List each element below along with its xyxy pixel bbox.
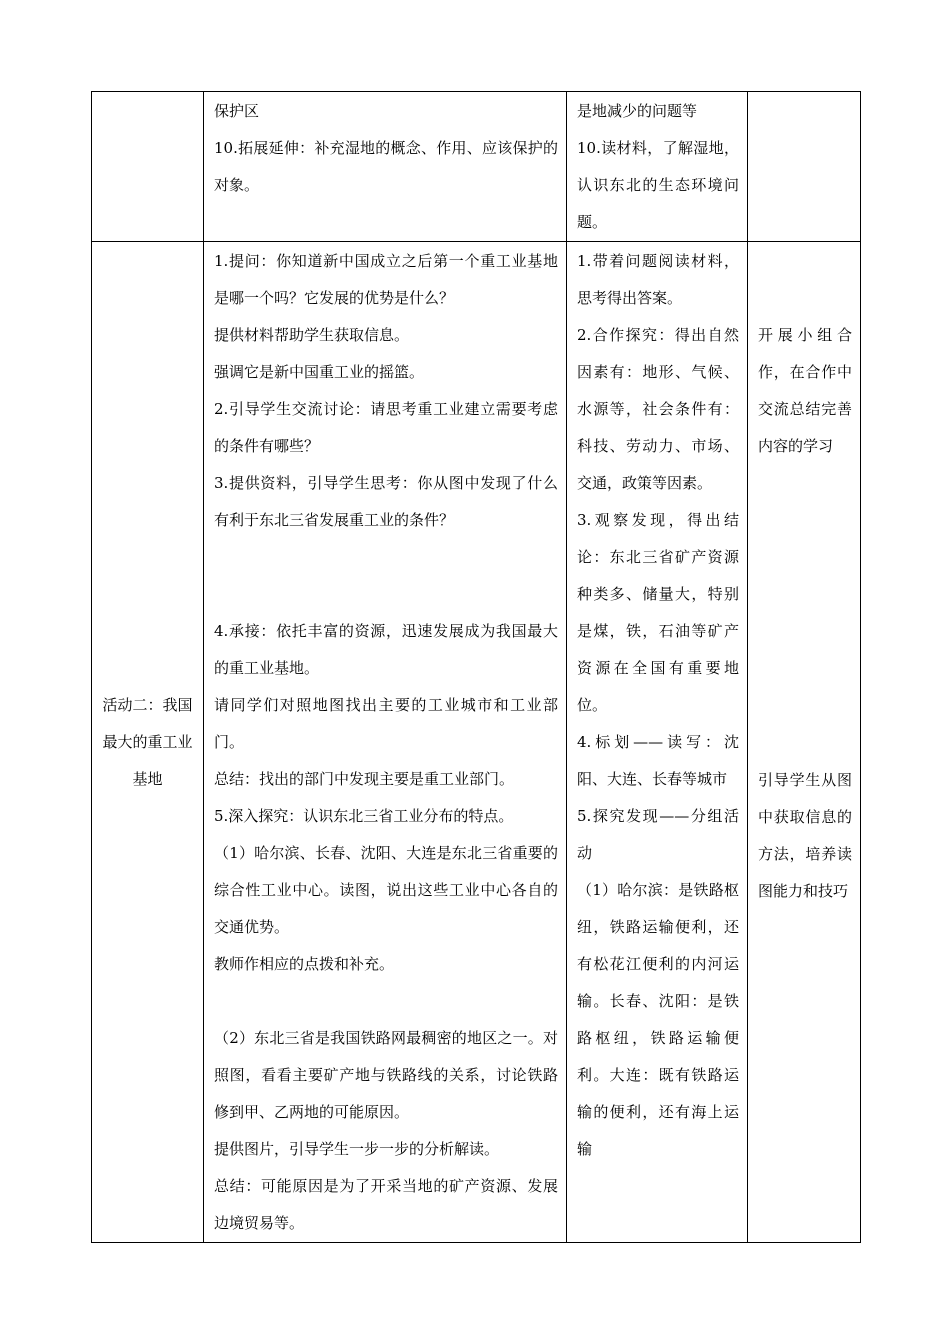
activity-cell <box>92 92 204 242</box>
student-text: （1）哈尔滨：是铁路枢纽，铁路运输便利，还有松花江便利的内河运输。长春、沈阳：是铁路枢纽，铁路运输便利。大连：既有铁路运输的便利，还有海上运输 <box>577 881 739 1158</box>
teacher-text: 保护区 <box>214 102 260 120</box>
teacher-text: 10.拓展延伸：补充湿地的概念、作用、应该保护的对象。 <box>214 139 558 194</box>
teacher-text: 4.承接：依托丰富的资源，迅速发展成为我国最大的重工业基地。 <box>214 622 558 677</box>
student-activity-cell <box>567 92 748 242</box>
teacher-activity-cell <box>204 92 567 242</box>
teacher-text: 提供图片，引导学生一步一步的分析解读。 <box>214 1140 500 1158</box>
lesson-plan-table <box>91 91 861 1243</box>
teacher-text: （1）哈尔滨、长春、沈阳、大连是东北三省重要的综合性工业中心。读图，说出这些工业中心各自的交通优势。 <box>214 844 558 936</box>
student-text: 4.标划——读写：沈阳、大连、长春等城市 <box>577 733 739 788</box>
teacher-text: 请同学们对照地图找出主要的工业城市和工业部门。 <box>214 696 558 751</box>
student-text: 5.探究发现——分组活动 <box>577 807 739 862</box>
teacher-text: 5.深入探究：认识东北三省工业分布的特点。 <box>214 807 514 825</box>
table-row <box>92 92 861 242</box>
student-text: 3.观察发现，得出结论：东北三省矿产资源种类多、储量大，特别是煤，铁，石油等矿产资源在全国有重要地位。 <box>577 511 739 714</box>
teacher-text: 总结：找出的部门中发现主要是重工业部门。 <box>214 770 515 788</box>
teacher-text: 教师作相应的点拨和补充。 <box>214 955 395 973</box>
student-text: 是地减少的问题等 <box>577 102 698 120</box>
teacher-text: 2.引导学生交流讨论：请思考重工业建立需要考虑的条件有哪些？ <box>214 400 558 455</box>
teacher-text: 1.提问：你知道新中国成立之后第一个重工业基地是哪一个吗？它发展的优势是什么？ <box>214 252 558 307</box>
teacher-text: 3.提供资料，引导学生思考：你从图中发现了什么有利于东北三省发展重工业的条件？ <box>214 474 558 529</box>
student-activity-cell <box>567 242 748 1243</box>
teacher-activity-cell <box>204 242 567 1243</box>
design-intent-cell <box>748 242 861 1243</box>
teacher-text: 提供材料帮助学生获取信息。 <box>214 326 410 344</box>
teacher-text: （2）东北三省是我国铁路网最稠密的地区之一。对照图，看看主要矿产地与铁路线的关系，讨论铁路修到甲、乙两地的可能原因。 <box>214 1029 558 1121</box>
teacher-text: 总结：可能原因是为了开采当地的矿产资源、发展边境贸易等。 <box>214 1177 558 1232</box>
student-text: 1.带着问题阅读材料，思考得出答案。 <box>577 252 739 307</box>
design-intent-text: 开展小组合作，在合作中交流总结完善内容的学习 <box>758 326 852 455</box>
student-text: 2.合作探究：得出自然因素有：地形、气候、水源等，社会条件有：科技、劳动力、市场、交通，政策等因素。 <box>577 326 739 492</box>
activity-title: 活动二：我国最大的重工业基地 <box>102 695 193 788</box>
design-intent-text <box>748 92 860 93</box>
design-intent-cell <box>748 92 861 242</box>
student-text: 10.读材料，了解湿地，认识东北的生态环境问题。 <box>577 139 739 231</box>
table-row <box>92 242 861 1243</box>
activity-cell <box>92 242 204 1243</box>
design-intent-text: 引导学生从图中获取信息的方法，培养读图能力和技巧 <box>758 771 852 900</box>
teacher-text: 强调它是新中国重工业的摇篮。 <box>214 363 425 381</box>
